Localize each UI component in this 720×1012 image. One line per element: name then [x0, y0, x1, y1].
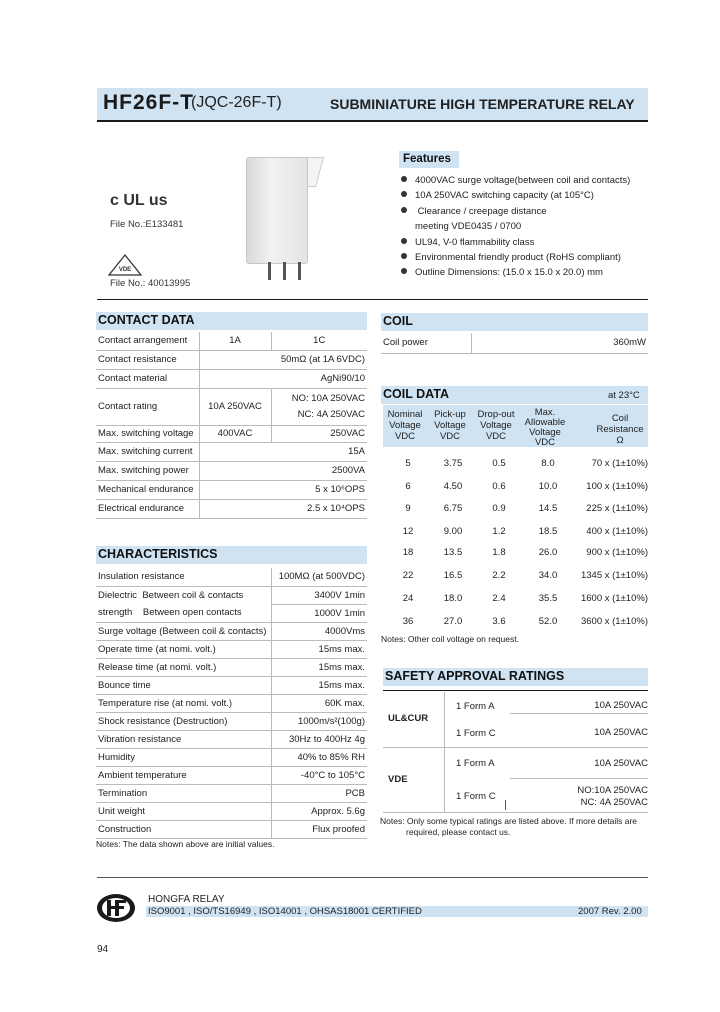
table-row: Unit weight Approx. 5.6g: [96, 802, 367, 820]
pickup-voltage-cell: 6.75: [443, 503, 463, 514]
table-row: [383, 522, 648, 544]
footer-certs: ISO9001 , ISO/TS16949 , ISO14001 , OHSAS18001 CERTIFIED: [148, 906, 422, 917]
bullet-icon: [401, 253, 407, 259]
table-row: Contact material AgNi90/10: [96, 369, 367, 388]
vde-logo: [108, 254, 142, 276]
bullet-icon: [401, 268, 407, 274]
coil-resistance-cell: 1345 x (1±10%): [580, 570, 648, 581]
coil-resistance-cell: 400 x (1±10%): [586, 526, 648, 537]
table-row: Max. switching current 15A: [96, 442, 367, 461]
coil-resistance-cell: 900 x (1±10%): [586, 547, 648, 558]
table-row: Electrical endurance 2.5 x 10⁴OPS: [96, 499, 367, 518]
safety-row-line: [510, 713, 648, 714]
header-rule: [97, 120, 648, 122]
feature-item: Outline Dimensions: (15.0 x 15.0 x 20.0) mm: [401, 267, 603, 278]
ul-label: UL&CUR: [388, 713, 429, 724]
safety-top-rule: [383, 690, 648, 691]
safety-row-line: [383, 747, 648, 748]
table-row: [383, 499, 648, 521]
safety-heading: SAFETY APPROVAL RATINGS: [383, 668, 648, 686]
safety-form: 1 Form C: [456, 791, 496, 802]
relay-pin: [268, 262, 271, 280]
coil-data-note: Notes: Other coil voltage on request.: [381, 634, 519, 644]
max-voltage-cell: 26.0: [538, 547, 558, 558]
page-number: 94: [97, 944, 109, 955]
safety-note: Notes: Only some typical ratings are listed above. If more details are: [380, 816, 638, 826]
nominal-voltage-cell: 9: [405, 503, 411, 514]
safety-note-cont: required, please contact us.: [406, 827, 511, 837]
feature-item: 4000VAC surge voltage(between coil and contacts): [401, 175, 630, 186]
coil-data-temp: at 23°C: [608, 390, 640, 401]
table-row: Insulation resistance 100MΩ (at 500VDC): [96, 568, 367, 586]
max-voltage-cell: 18.5: [538, 526, 558, 537]
characteristics-heading: CHARACTERISTICS: [96, 546, 367, 564]
table-row: Termination PCB: [96, 784, 367, 802]
feature-item: meeting VDE0435 / 0700: [415, 221, 522, 232]
table-row: Contact rating 10A 250VAC NO: 10A 250VAC NC: 4A 250VAC: [96, 388, 367, 425]
product-subtitle: SUBMINIATURE HIGH TEMPERATURE RELAY: [330, 96, 635, 112]
dropout-voltage-cell: 1.8: [492, 547, 506, 558]
coil-data-heading: COIL DATA: [381, 386, 648, 404]
pickup-voltage-cell: 18.0: [443, 593, 463, 604]
table-row: Release time (at nomi. volt.) 15ms max.: [96, 658, 367, 676]
dropout-voltage-cell: 3.6: [492, 616, 506, 627]
safety-rating: 10A 250VAC: [594, 727, 648, 738]
coil-heading: COIL: [381, 313, 648, 331]
pickup-voltage-cell: 13.5: [443, 547, 463, 558]
table-row: Vibration resistance 30Hz to 400Hz 4g: [96, 730, 367, 748]
alt-model: (JQC-26F-T): [191, 94, 282, 111]
table-row: [383, 566, 648, 588]
table-row: Contact arrangement 1A 1C: [96, 332, 367, 350]
coil-resistance-cell: 70 x (1±10%): [591, 458, 648, 469]
contact-data-heading: CONTACT DATA: [96, 312, 367, 330]
col-max-voltage: Max. Allowable Voltage VDC: [524, 407, 566, 448]
feature-item: Clearance / creepage distance: [401, 206, 547, 217]
nominal-voltage-cell: 36: [402, 616, 414, 627]
max-voltage-cell: 52.0: [538, 616, 558, 627]
nominal-voltage-cell: 6: [405, 481, 411, 492]
pickup-voltage-cell: 16.5: [443, 570, 463, 581]
safety-sub-divider: [505, 800, 506, 810]
table-row: Contact resistance 50mΩ (at 1A 6VDC): [96, 350, 367, 369]
table-row: Operate time (at nomi. volt.) 15ms max.: [96, 640, 367, 658]
pickup-voltage-cell: 4.50: [443, 481, 463, 492]
col-pickup-voltage: Pick-up Voltage VDC: [434, 409, 466, 442]
safety-rating: 10A 250VAC: [594, 700, 648, 711]
characteristics-table: [96, 568, 367, 839]
nominal-voltage-cell: 18: [402, 547, 414, 558]
table-row: Dielectric Between coil & contacts 3400V 1min: [96, 586, 367, 604]
features-heading: Features: [399, 151, 459, 168]
nominal-voltage-cell: 5: [405, 458, 411, 469]
relay-pin: [298, 262, 301, 280]
col-nominal-voltage: Nominal Voltage VDC: [387, 409, 423, 442]
nominal-voltage-cell: 22: [402, 570, 414, 581]
ul-file-no: File No.:E133481: [110, 219, 184, 230]
table-row: Ambient temperature -40°C to 105°C: [96, 766, 367, 784]
hongfa-logo: [96, 893, 136, 923]
table-row: Coil power 360mW: [381, 333, 648, 353]
table-row: Shock resistance (Destruction) 1000m/s²(100g): [96, 712, 367, 730]
safety-bottom-line: [383, 812, 648, 813]
pickup-voltage-cell: 27.0: [443, 616, 463, 627]
safety-divider: [444, 692, 445, 812]
bullet-icon: [401, 191, 407, 197]
max-voltage-cell: 35.5: [538, 593, 558, 604]
coil-resistance-cell: 225 x (1±10%): [586, 503, 648, 514]
table-row: strength Between open contacts 1000V 1min: [96, 604, 367, 622]
ul-logo: c UL us: [110, 192, 168, 209]
dropout-voltage-cell: 1.2: [492, 526, 506, 537]
dropout-voltage-cell: 2.4: [492, 593, 506, 604]
safety-form: 1 Form A: [456, 758, 495, 769]
feature-item: UL94, V-0 flammability class: [401, 237, 534, 248]
table-row: Mechanical endurance 5 x 10⁶OPS: [96, 480, 367, 499]
table-row: Humidity 40% to 85% RH: [96, 748, 367, 766]
svg-text:VDE: VDE: [118, 267, 132, 273]
dropout-voltage-cell: 0.6: [492, 481, 506, 492]
safety-rating: NC: 4A 250VAC: [580, 797, 648, 808]
dropout-voltage-cell: 0.5: [492, 458, 506, 469]
max-voltage-cell: 10.0: [538, 481, 558, 492]
safety-rating: 10A 250VAC: [594, 758, 648, 769]
contact-data-table: [96, 332, 367, 519]
coil-resistance-cell: 1600 x (1±10%): [580, 593, 648, 604]
characteristics-note: Notes: The data shown above are initial values.: [96, 839, 275, 849]
dropout-voltage-cell: 2.2: [492, 570, 506, 581]
company-name: HONGFA RELAY: [148, 894, 225, 905]
dropout-voltage-cell: 0.9: [492, 503, 506, 514]
vde-label: VDE: [388, 774, 408, 785]
table-row: [383, 589, 648, 611]
feature-item: Environmental friendly product (RoHS compliant): [401, 252, 621, 263]
bullet-icon: [401, 207, 407, 213]
model-title: HF26F-T: [103, 91, 194, 114]
max-voltage-cell: 14.5: [538, 503, 558, 514]
bullet-icon: [401, 238, 407, 244]
relay-pin: [283, 262, 286, 280]
coil-resistance-cell: 100 x (1±10%): [586, 481, 648, 492]
footer-revision: 2007 Rev. 2.00: [578, 906, 642, 917]
pickup-voltage-cell: 9.00: [443, 526, 463, 537]
safety-row-line: [510, 778, 648, 779]
footer-rule: [97, 877, 648, 878]
table-row: [383, 477, 648, 499]
section-rule: [97, 299, 648, 300]
table-row: Temperature rise (at nomi. volt.) 60K max.: [96, 694, 367, 712]
table-row: [383, 543, 648, 565]
max-voltage-cell: 8.0: [541, 458, 555, 469]
coil-resistance-cell: 3600 x (1±10%): [580, 616, 648, 627]
nominal-voltage-cell: 12: [402, 526, 414, 537]
safety-form: 1 Form A: [456, 701, 495, 712]
table-row: Construction Flux proofed: [96, 820, 367, 838]
table-row: Max. switching voltage 400VAC 250VAC: [96, 425, 367, 442]
table-row: [383, 454, 648, 476]
coil-table: [381, 333, 648, 354]
relay-body: [246, 157, 308, 264]
col-dropout-voltage: Drop-out Voltage VDC: [477, 409, 515, 442]
nominal-voltage-cell: 24: [402, 593, 414, 604]
table-row: Bounce time 15ms max.: [96, 676, 367, 694]
vde-file-no: File No.: 40013995: [110, 278, 191, 289]
pickup-voltage-cell: 3.75: [443, 458, 463, 469]
table-row: Max. switching power 2500VA: [96, 461, 367, 480]
table-row: Surge voltage (Between coil & contacts) 4000Vms: [96, 622, 367, 640]
safety-form: 1 Form C: [456, 728, 496, 739]
bullet-icon: [401, 176, 407, 182]
col-coil-resistance: Coil Resistance Ω: [596, 413, 644, 446]
feature-item: 10A 250VAC switching capacity (at 105°C): [401, 190, 594, 201]
safety-rating: NO:10A 250VAC: [577, 785, 648, 796]
max-voltage-cell: 34.0: [538, 570, 558, 581]
table-row: [383, 612, 648, 634]
